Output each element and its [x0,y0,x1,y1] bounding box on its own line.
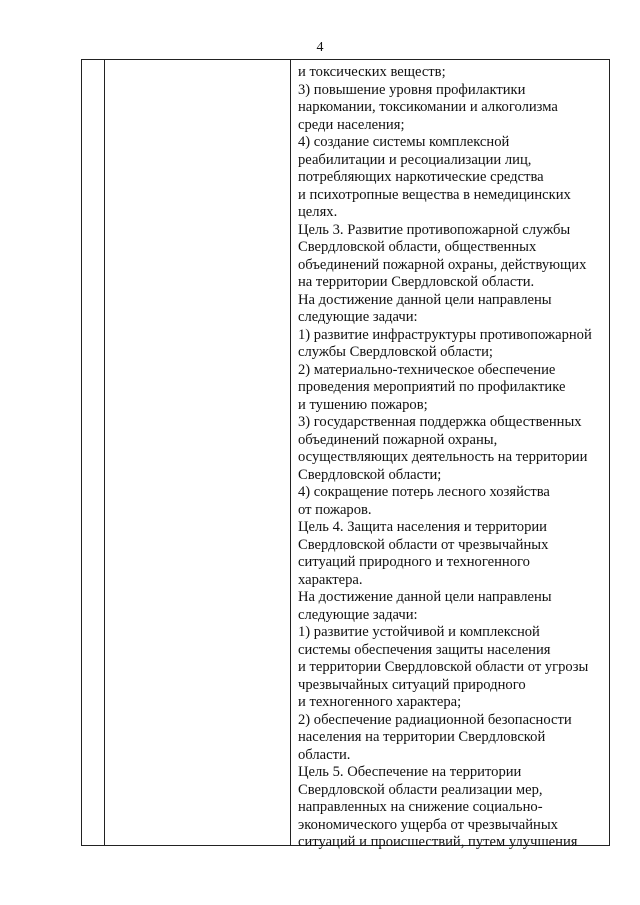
text-line: от пожаров. [298,501,372,518]
column-divider-1 [104,60,105,845]
text-line: Свердловской области реализации мер, [298,781,543,798]
text-line: целях. [298,204,338,220]
text-line: Цель 5. Обеспечение на территории [298,764,522,780]
text-line: и техногенного характера; [298,694,462,710]
table-cell-text [298,64,610,852]
text-line: и токсических веществ; [298,64,446,80]
text-line: 3) повышение уровня профилактики [298,81,526,98]
text-line: объединений пожарной охраны, [298,431,498,448]
column-divider-2 [290,60,291,845]
text-line: 2) обеспечение радиационной безопасности [298,711,572,728]
text-line: системы обеспечения защиты населения [298,641,551,658]
text-line: 1) развитие устойчивой и комплексной [298,624,540,640]
text-line: Свердловской области; [298,466,442,483]
text-line: наркомании, токсикомании и алкоголизма [298,99,558,115]
text-line: и территории Свердловской области от угрозы [298,659,589,675]
text-line: 4) сокращение потерь лесного хозяйства [298,484,550,500]
text-line: ситуаций природного и техногенного [298,554,530,570]
page-number: 4 [316,40,324,55]
text-line: экономического ущерба от чрезвычайных [298,816,558,833]
text-line: осуществляющих деятельность на территории [298,449,588,465]
text-line: на территории Свердловской области. [298,274,535,290]
text-line: среди населения; [298,116,405,133]
text-line: следующие задачи: [298,309,418,325]
text-line: Свердловской области от чрезвычайных [298,536,549,553]
text-line: реабилитации и ресоциализации лиц, [298,151,532,168]
text-line: следующие задачи: [298,606,418,623]
text-line: Свердловской области, общественных [298,239,537,255]
text-line: На достижение данной цели направлены [298,589,552,605]
text-line: 1) развитие инфраструктуры противопожарной [298,326,592,343]
text-line: характера. [298,571,363,588]
text-line: объединений пожарной охраны, действующих [298,256,587,273]
text-line: и психотропные вещества в немедицинских [298,186,571,203]
text-line: 3) государственная поддержка общественных [298,414,582,430]
text-line: Цель 4. Защита населения и территории [298,519,547,535]
text-line: области. [298,746,351,763]
text-line: проведения мероприятий по профилактике [298,379,566,395]
text-line: и тушению пожаров; [298,396,428,413]
text-line: потребляющих наркотические средства [298,169,544,185]
text-line: чрезвычайных ситуаций природного [298,676,526,693]
text-line: 2) материально-техническое обеспечение [298,361,556,378]
text-line: ситуаций и происшествий, путем улучшения [298,834,578,850]
text-line: направленных на снижение социально- [298,799,543,815]
text-line: службы Свердловской области; [298,344,493,360]
document-table [81,59,610,850]
text-line: 4) создание системы комплексной [298,134,510,150]
text-line: На достижение данной цели направлены [298,291,552,308]
text-line: Цель 3. Развитие противопожарной службы [298,221,571,238]
text-line: населения на территории Свердловской [298,729,546,745]
